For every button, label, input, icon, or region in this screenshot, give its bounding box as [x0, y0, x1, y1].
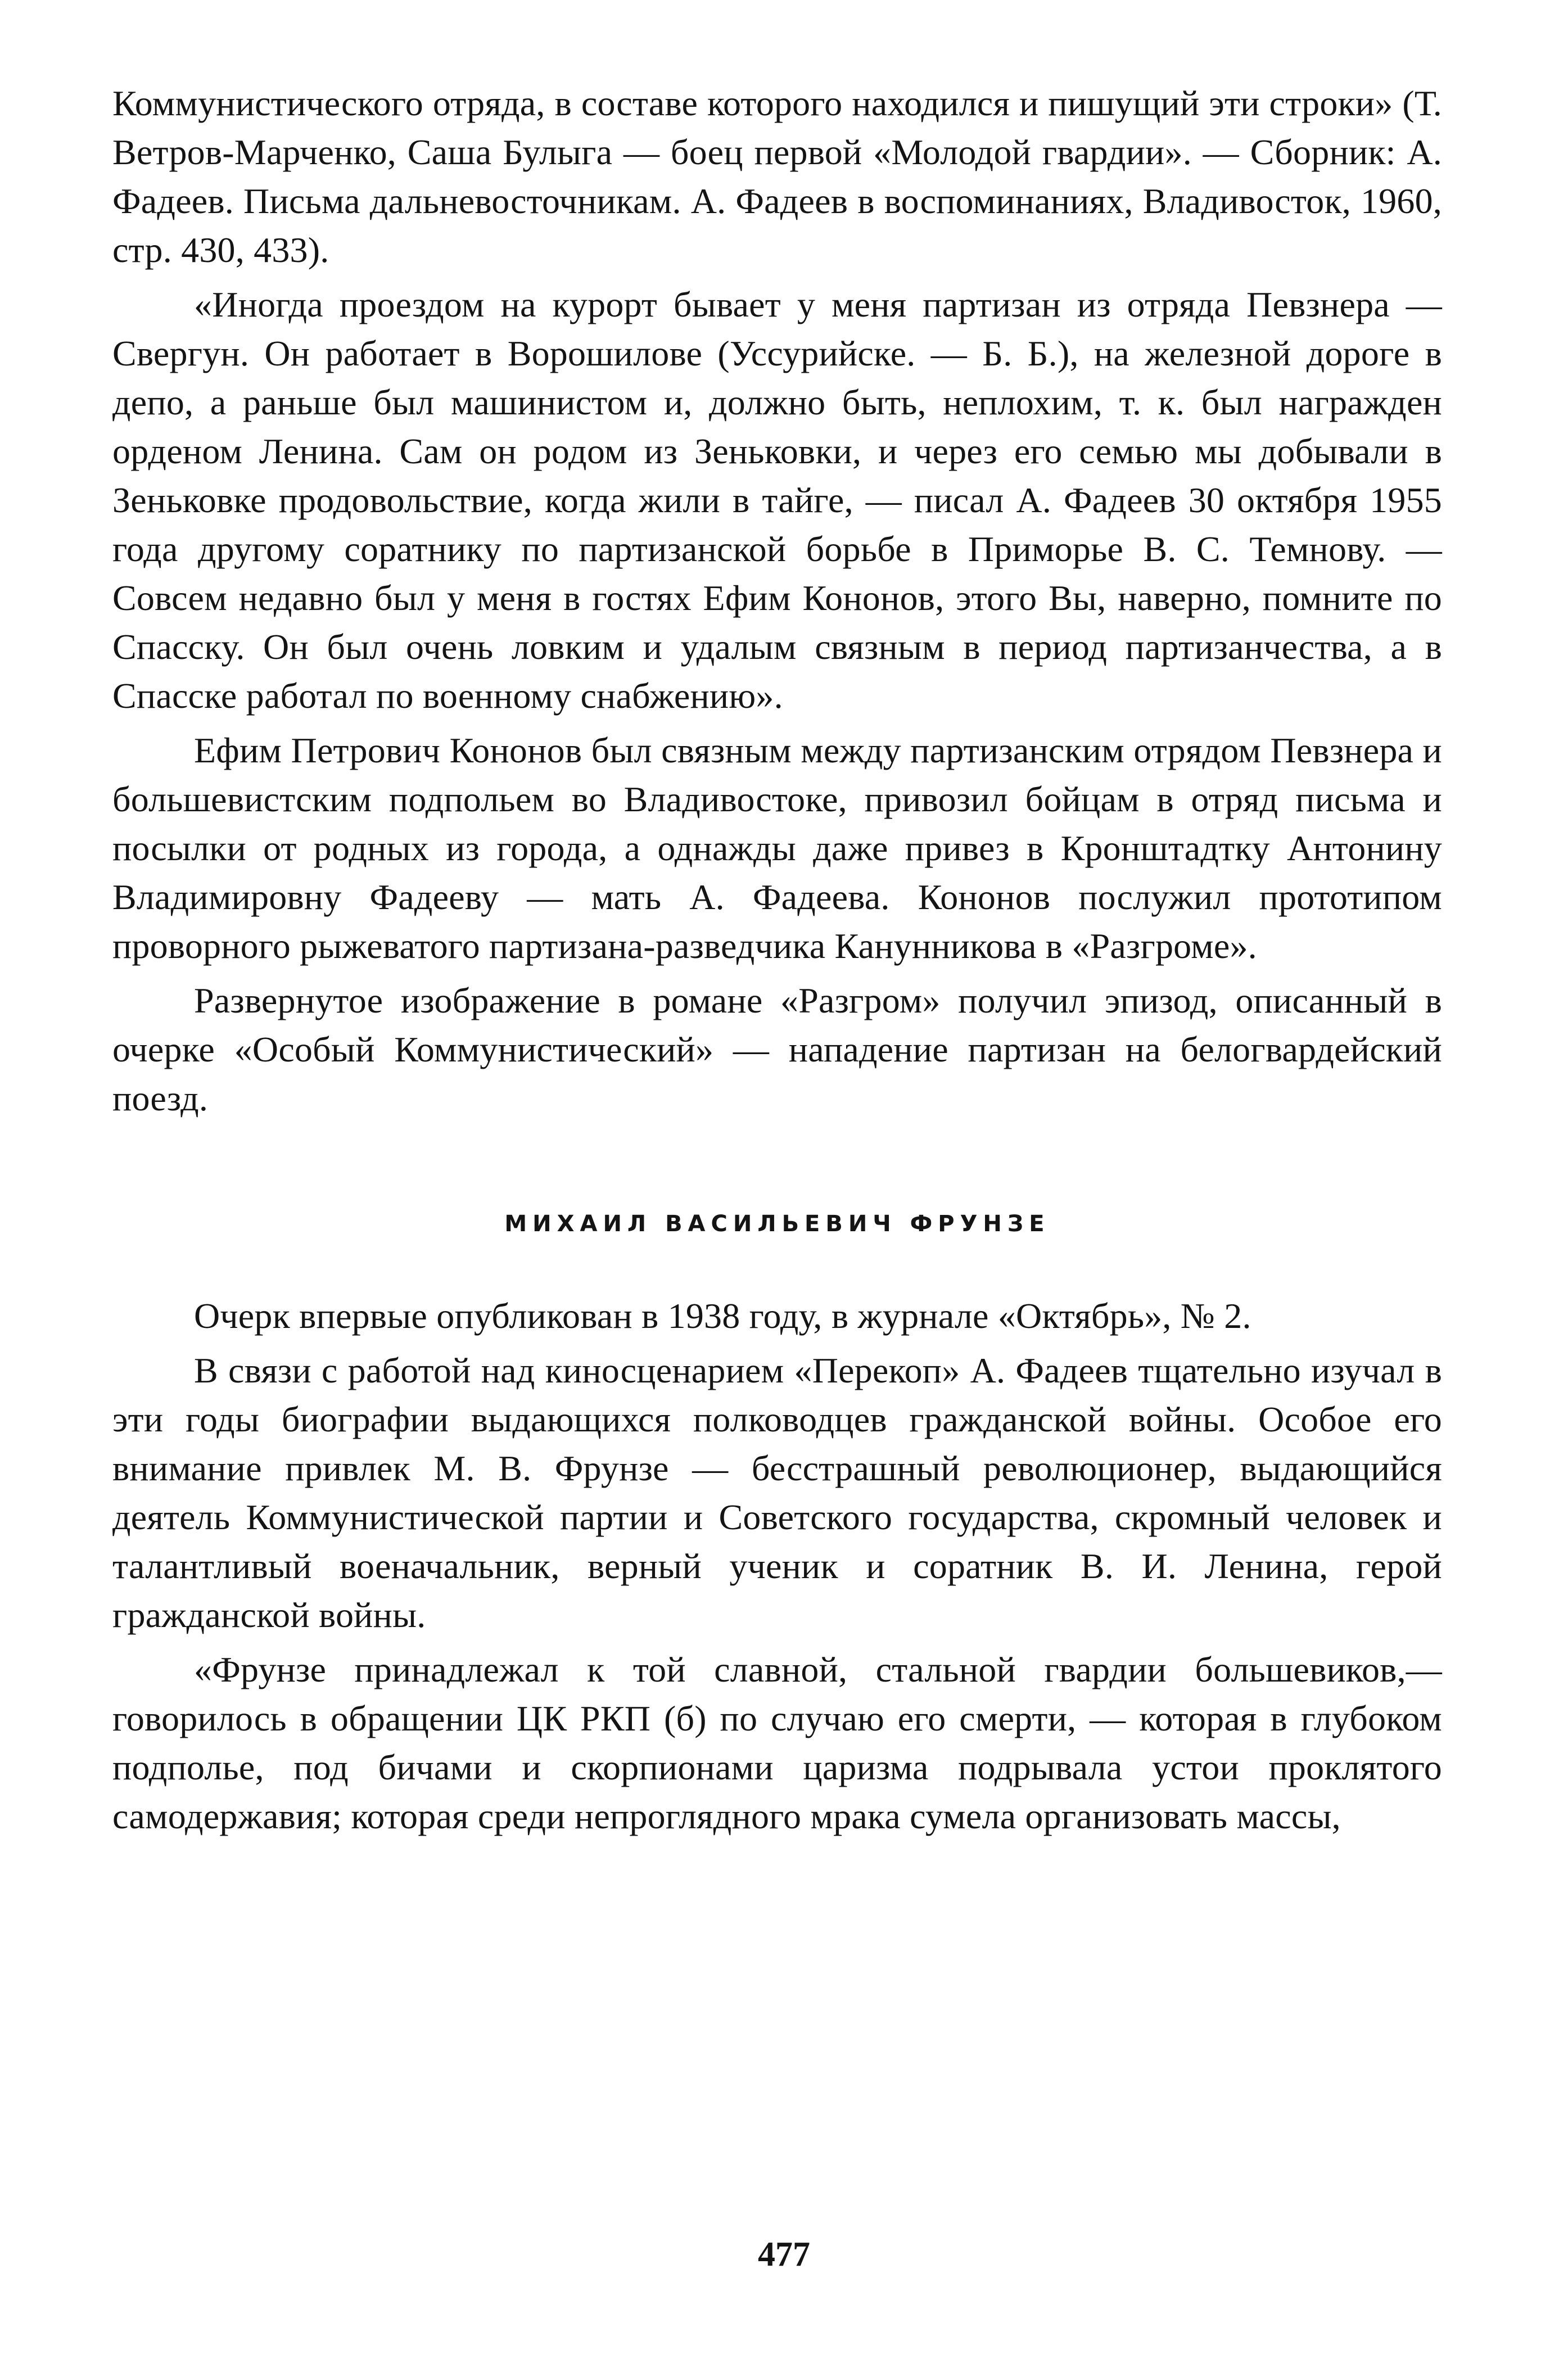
- paragraph-continuation: Коммунистического отряда, в составе которого находился и пишущий эти строки» (Т. Ветров-Марченко, Саша Булыга — боец первой «Молодой гвардии». — Сборник: А. Фадеев. Письма дальневосточникам. А. Фадеев в воспоминаниях, Владивосток, 1960, стр. 430, 433).: [112, 83, 1442, 270]
- paragraph-publication: Очерк впервые опубликован в 1938 году, в журнале «Октябрь», № 2.: [194, 1296, 1251, 1336]
- book-page: [112, 79, 1442, 1841]
- paragraph-razgrom: Развернутое изображение в романе «Разгром» получил эпизод, описанный в очерке «Особый Коммунистический» — нападение партизан на белогвардейский поезд.: [112, 980, 1442, 1118]
- section-heading: МИХАИЛ ВАСИЛЬЕВИЧ ФРУНЗЕ: [504, 1211, 1050, 1237]
- page-number: 477: [758, 2235, 810, 2274]
- paragraph-ck-address: «Фрунзе принадлежал к той славной, стальной гвардии большевиков,— говорилось в обращении ЦК РКП (б) по случаю его смерти, — которая в глубоком подполье, под бичами и скорпионами царизма подрывала устои проклятого самодержавия; которая среди непроглядного мрака сумела организовать массы,: [112, 1650, 1442, 1836]
- paragraph-kononov: Ефим Петрович Кононов был связным между партизанским отрядом Певзнера и большевистским подпольем во Владивостоке, привозил бойцам в отряд письма и посылки от родных из города, а однажды даже привез в Кронштадтку Антонину Владимировну Фадееву — мать А. Фадеева. Кононов послужил прототипом проворного рыжеватого партизана-разведчика Канунникова в «Разгроме».: [112, 730, 1442, 966]
- paragraph-quote-fadeev-letter: «Иногда проездом на курорт бывает у меня партизан из отряда Певзнера — Свергун. Он работает в Ворошилове (Уссурийске. — Б. Б.), на железной дороге в депо, а раньше был машинистом и, должно быть, неплохим, т. к. был награжден орденом Ленина. Сам он родом из Зеньковки, и через его семью мы добывали в Зеньковке продовольствие, когда жили в тайге, — писал А. Фадеев 30 октября 1955 года другому соратнику по партизанской борьбе в Приморье В. С. Темнову. — Совсем недавно был у меня в гостях Ефим Кононов, этого Вы, наверно, помните по Спасску. Он был очень ловким и удалым связным в период партизанчества, а в Спасске работал по военному снабжению».: [112, 284, 1442, 716]
- paragraph-frunze-biography: В связи с работой над киносценарием «Перекоп» А. Фадеев тщательно изучал в эти годы биографии выдающихся полководцев гражданской войны. Особое его внимание привлек М. В. Фрунзе — бесстрашный революционер, выдающийся деятель Коммунистической партии и Советского государства, скромный человек и талантливый военачальник, верный ученик и соратник В. И. Ленина, герой гражданской войны.: [112, 1350, 1442, 1635]
